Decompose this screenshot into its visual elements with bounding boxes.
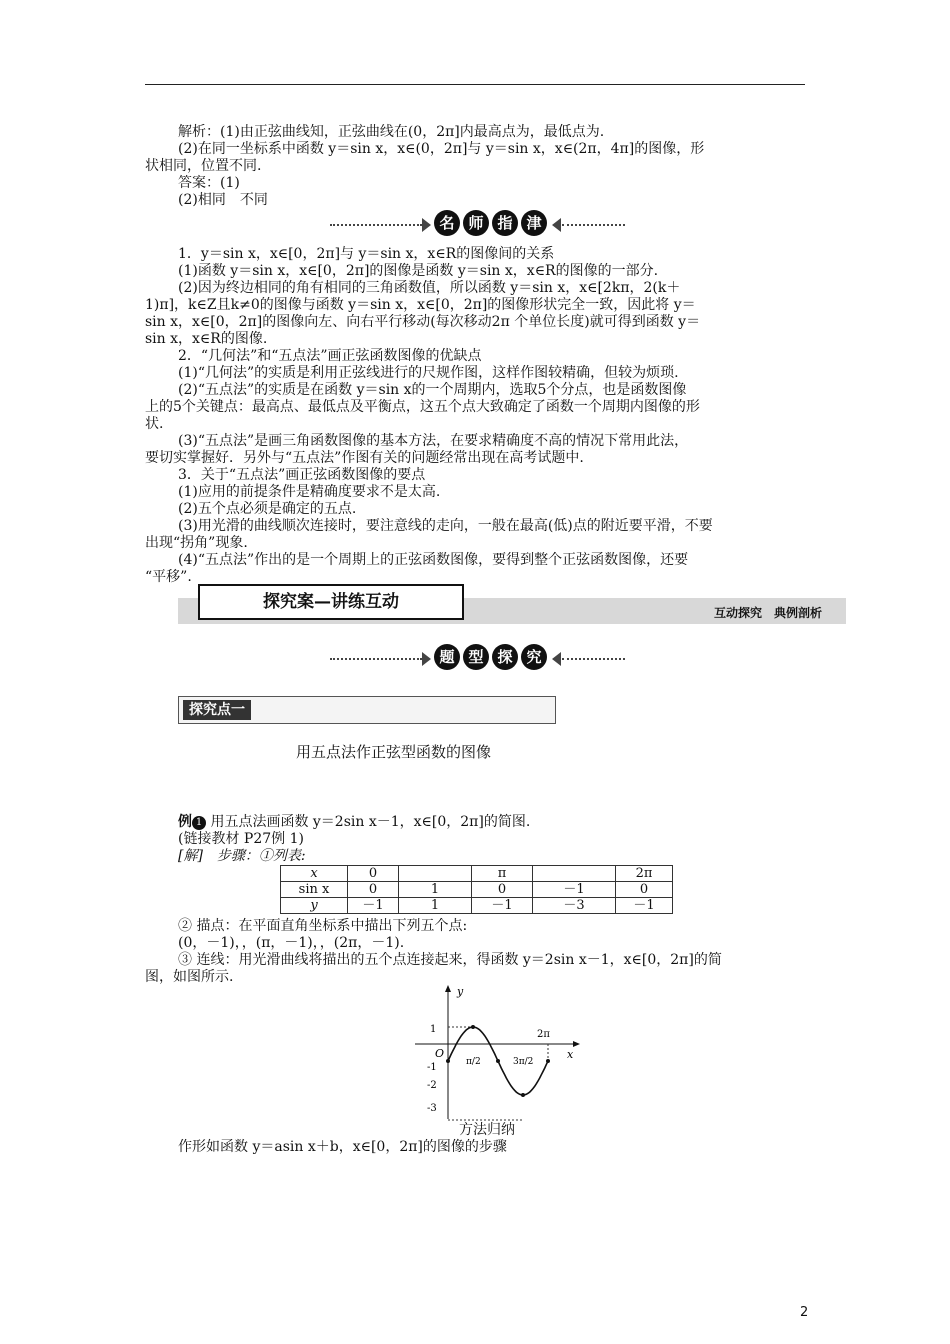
x-axis-label: x xyxy=(567,1048,574,1061)
values-table xyxy=(280,865,673,914)
table-cell: －1 xyxy=(472,898,533,914)
step-line: (0，－1)，，(π，－1)，，(2π，－1). xyxy=(178,935,405,951)
tips-line: (1)函数 y＝sin x，x∈[0，2π]的图像是函数 y＝sin x，x∈R的图像的一部分. xyxy=(178,263,659,279)
banner-char: 津 xyxy=(521,210,547,236)
tips-line: (3)用光滑的曲线顺次连接时，要注意线的走向，一般在最高(低)点的附近要平滑，不要 xyxy=(178,518,713,534)
section-subtitle: 互动探究 典例剖析 xyxy=(713,606,822,620)
x-tick-label: 3π/2 xyxy=(513,1057,534,1067)
tips-line: (2)“五点法”的实质是在函数 y＝sin x的一个周期内，选取5个分点，也是函数图像 xyxy=(178,382,687,398)
answer-line-1: 答案：(1) xyxy=(178,175,240,191)
example-line xyxy=(178,814,530,831)
banner-char: 题 xyxy=(434,644,460,670)
data-point xyxy=(496,1059,500,1063)
section-title: 探究案—讲练互动 xyxy=(198,584,464,620)
step-line: ② 描点：在平面直角坐标系中描出下列五个点: xyxy=(178,918,468,934)
final-line: 作形如函数 y＝asin x＋b，x∈[0，2π]的图像的步骤 xyxy=(178,1139,507,1155)
banner-char: 究 xyxy=(521,644,547,670)
banner-char: 师 xyxy=(463,210,489,236)
banner-tips xyxy=(330,208,625,242)
tips-line: (1)应用的前提条件是精确度要求不是太高. xyxy=(178,484,441,500)
y-axis-arrow xyxy=(445,985,451,992)
analysis-line-1: 解析：(1)由正弦曲线知，正弦曲线在(0，2π]内最高点为，最低点为. xyxy=(178,124,605,140)
step-line: 图，如图所示. xyxy=(145,969,234,985)
x-tick-label: π/2 xyxy=(466,1057,481,1067)
data-point xyxy=(546,1059,550,1063)
analysis-line-3: 状相同，位置不同. xyxy=(145,158,262,174)
example-mark: 例 xyxy=(178,814,192,830)
table-cell: 1 xyxy=(399,898,472,914)
tips-line: 要切实掌握好．另外与“五点法”作图有关的问题经常出现在高考试题中. xyxy=(145,450,584,466)
graph-caption: 方法归纳 xyxy=(459,1122,515,1138)
table-cell: 0 xyxy=(472,882,533,898)
table-cell: y xyxy=(281,898,348,914)
y-tick-label: -3 xyxy=(427,1103,437,1114)
banner-char: 名 xyxy=(434,210,460,236)
table-cell: 2π xyxy=(616,866,673,882)
header-rule xyxy=(145,84,805,85)
y-tick-label: -2 xyxy=(427,1080,437,1091)
tips-line: (3)“五点法”是画三角函数图像的基本方法，在要求精确度不高的情况下常用此法， xyxy=(178,433,689,449)
table-cell: sin x xyxy=(281,882,348,898)
example-number: 1 xyxy=(192,816,206,830)
example-step1: [解] 步骤：①列表: xyxy=(178,848,306,864)
tips-line: 出现“拐角”现象. xyxy=(145,535,248,551)
page-number: 2 xyxy=(800,1305,809,1320)
banner-question-types xyxy=(330,642,625,676)
tips-line: (4)“五点法”作出的是一个周期上的正弦函数图像，要得到整个正弦函数图像，还要 xyxy=(178,552,689,568)
table-cell: －3 xyxy=(533,898,616,914)
table-row xyxy=(281,882,673,898)
tips-line: (1)“几何法”的实质是利用正弦线进行的尺规作图，这样作图较精确，但较为烦琐. xyxy=(178,365,679,381)
banner-char: 指 xyxy=(492,210,518,236)
tips-line: 2．“几何法”和“五点法”画正弦函数图像的优缺点 xyxy=(178,348,482,364)
step-line: ③ 连线：用光滑曲线将描出的五个点连接起来，得函数 y＝2sin x－1，x∈[0，2π]的简 xyxy=(178,952,722,968)
explore-point-box xyxy=(178,696,556,724)
table-cell: 1 xyxy=(399,882,472,898)
table-cell: 0 xyxy=(348,882,399,898)
table-cell: －1 xyxy=(533,882,616,898)
y-axis-label: y xyxy=(457,985,464,998)
table-cell: －1 xyxy=(616,898,673,914)
example-ref: (链接教材 P27例 1) xyxy=(178,831,304,847)
tips-line: 状. xyxy=(145,416,164,432)
banner-char: 探 xyxy=(492,644,518,670)
explore-topic: 用五点法作正弦型函数的图像 xyxy=(296,743,492,761)
table-cell: －1 xyxy=(348,898,399,914)
explore-point-label: 探究点一 xyxy=(183,700,251,720)
x-tick-label: 2π xyxy=(537,1029,550,1040)
table-cell: x xyxy=(281,866,348,882)
table-row xyxy=(281,898,673,914)
table-cell: 0 xyxy=(616,882,673,898)
table-cell xyxy=(399,866,472,882)
table-cell: π xyxy=(472,866,533,882)
tips-line: 上的5个关键点：最高点、最低点及平衡点，这五个点大致确定了函数一个周期内图像的形 xyxy=(145,399,700,415)
tips-line: (2)五个点必须是确定的五点. xyxy=(178,501,357,517)
example-text: 用五点法画函数 y＝2sin x－1，x∈[0，2π]的简图. xyxy=(210,814,531,830)
x-axis-arrow xyxy=(573,1041,580,1047)
table-row xyxy=(281,866,673,882)
tips-line: 1．y＝sin x，x∈[0，2π]与 y＝sin x，x∈R的图像间的关系 xyxy=(178,246,555,262)
data-point xyxy=(446,1059,450,1063)
y-tick-label: 1 xyxy=(430,1024,437,1035)
tips-line: “平移”. xyxy=(145,569,192,585)
data-point xyxy=(521,1093,525,1097)
y-tick-label: -1 xyxy=(427,1062,437,1073)
tips-line: 1)π]，k∈Z且k≠0的图像与函数 y＝sin x，x∈[0，2π]的图像形状完全一致，因此将 y＝ xyxy=(145,297,696,313)
answer-line-2: (2)相同 不同 xyxy=(178,192,268,208)
data-point xyxy=(471,1025,475,1029)
tips-line: (2)因为终边相同的角有相同的三角函数值，所以函数 y＝sin x，x∈[2kπ，2(k＋ xyxy=(178,280,681,296)
table-cell xyxy=(533,866,616,882)
tips-line: sin x，x∈[0，2π]的图像向左、向右平行移动(每次移动2π 个单位长度)就可得到函数 y＝ xyxy=(145,314,701,330)
origin-label: O xyxy=(435,1047,445,1060)
table-cell: 0 xyxy=(348,866,399,882)
sine-graph xyxy=(405,984,585,1124)
tips-line: sin x，x∈R的图像. xyxy=(145,331,268,347)
analysis-line-2: (2)在同一坐标系中函数 y＝sin x，x∈(0，2π]与 y＝sin x，x∈(2π，4π]的图像，形 xyxy=(178,141,705,157)
banner-char: 型 xyxy=(463,644,489,670)
tips-line: 3．关于“五点法”画正弦函数图像的要点 xyxy=(178,467,426,483)
